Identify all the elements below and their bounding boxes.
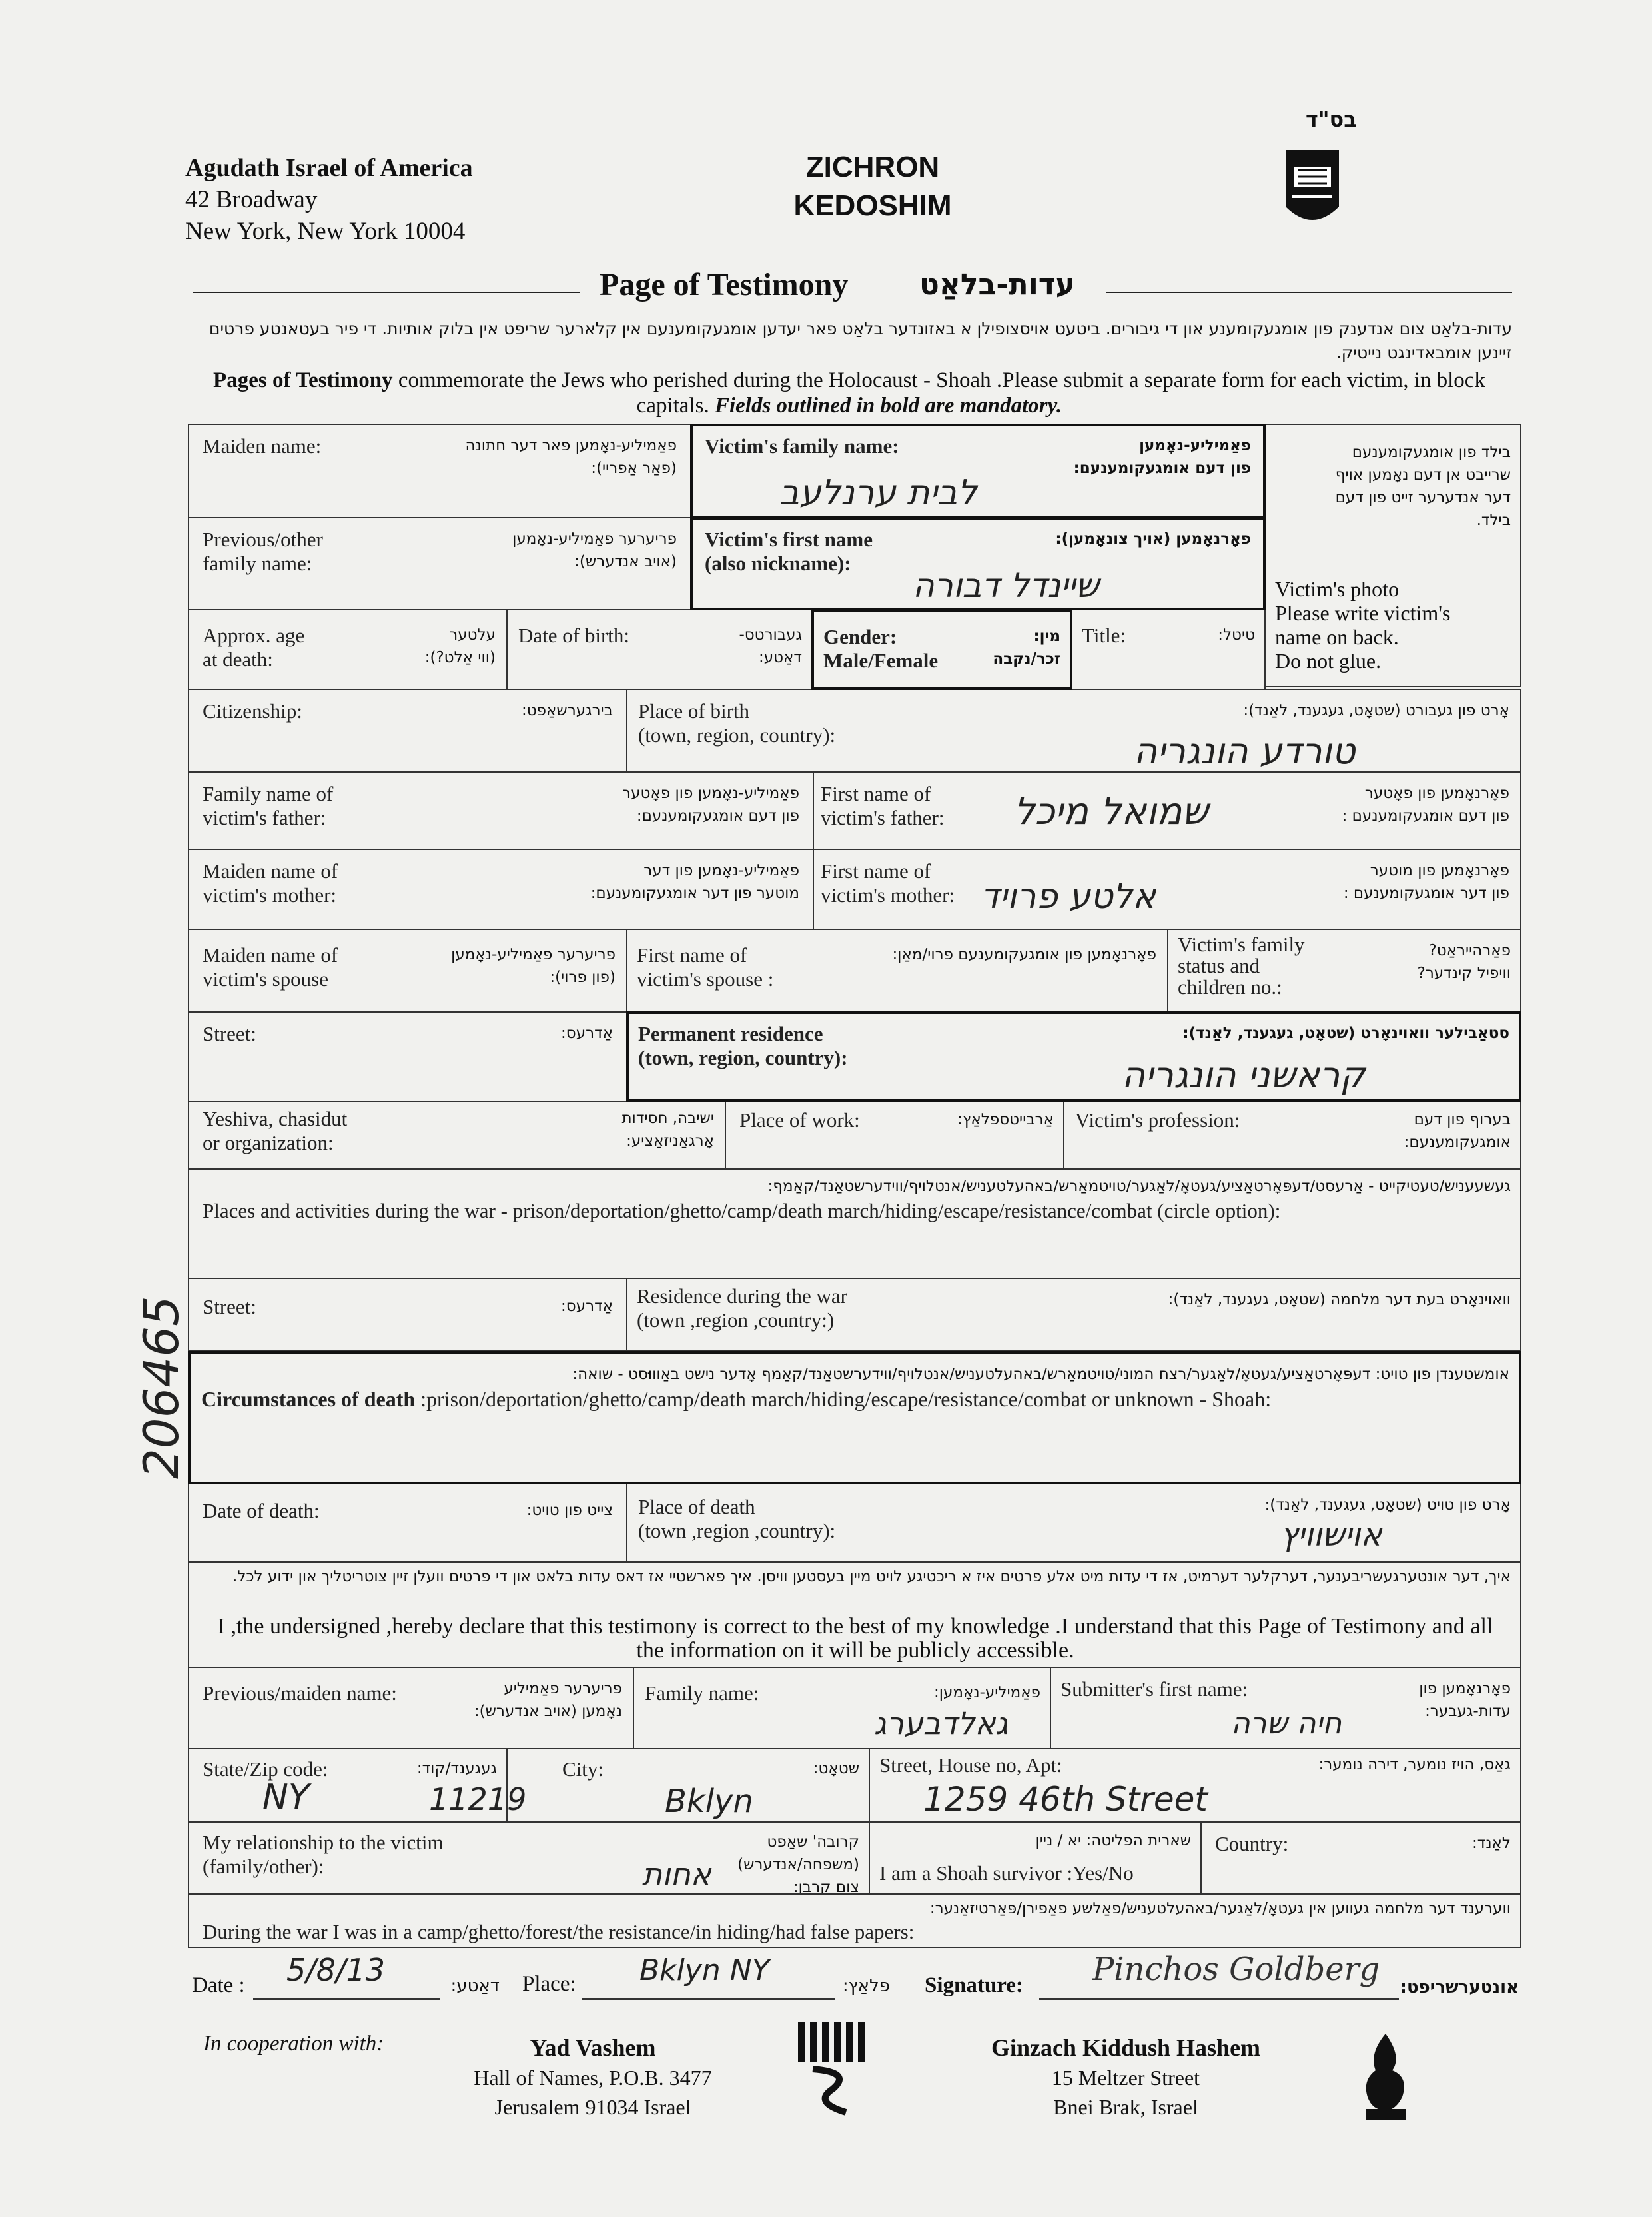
during-war-field[interactable]: [188, 1893, 1521, 1948]
mother-maiden-name-label-he: פאַמיליע-נאָמען פון דער מוטער פון דער אומגעקומענעם:: [590, 862, 799, 902]
title-field[interactable]: [1071, 609, 1266, 690]
street-house-apt-label-he: גאַס, הויז נומער, דירה נומער:: [1318, 1756, 1511, 1773]
submitter-previous-name-label-he: פריערער פאַמיליע נאָמען (אויב אנדערש):: [474, 1680, 622, 1720]
place-of-death-label: Place of death (town ,region ,country):: [638, 1495, 836, 1542]
org-address-line2: New York, New York 10004: [185, 218, 466, 245]
circumstances-label-options: :prison/deportation/ghetto/camp/death march/hiding/escape/resistance/combat or unknown - Shoah:: [415, 1387, 1272, 1411]
permanent-residence-label-he: סטאַבילער וואוינאָרט (שטאָט, געגענד, לאַנד):: [1182, 1025, 1509, 1042]
place-of-death-value: אוישוויץ: [1280, 1516, 1382, 1553]
mother-first-name-label: First name of victim's mother:: [821, 859, 955, 907]
street-house-apt-label: Street, House no, Apt:: [879, 1753, 1062, 1777]
place-line: [582, 1998, 835, 2000]
war-places-label-he: געשעעניש/טעטיקייט - אַרעסט/דעפּאָרטאַציע/געטאָ/לאַגער/טויטמאַרש/באהעלטעניש/אנטלויף/ווידערשטאַנד/קאַמף:: [767, 1178, 1511, 1195]
during-war-label-he: ווערענד דער מלחמה געווען אין געטאָ/לאַגער/באהעלטעניש/פאַלשע פאַפירן/פּאַרטיזאַנער:: [929, 1900, 1511, 1917]
submitter-family-name-label-he: פאַמיליע-נאָמען:: [933, 1684, 1040, 1701]
place-of-birth-label: Place of birth (town, region, country):: [638, 699, 836, 747]
father-first-name-label: First name of victim's father:: [821, 782, 945, 829]
ginzach-name: Ginzach Kiddush Hashem: [991, 2034, 1261, 2061]
mother-first-name-label-he: פאָרנאָמען פון מוטער פון דער אומגעקומענעם :: [1343, 862, 1509, 902]
war-residence-label: Residence during the war (town ,region ,country:): [637, 1284, 847, 1332]
maiden-name-label: Maiden name:: [203, 434, 322, 458]
mother-first-name-value: אלטע פרויד: [981, 877, 1156, 917]
ginzach-address2: Bnei Brak, Israel: [1053, 2095, 1198, 2119]
maiden-name-field[interactable]: [188, 424, 691, 518]
shoah-survivor-label: I am a Shoah survivor :Yes/No: [879, 1861, 1134, 1885]
previous-family-name-field[interactable]: [188, 517, 691, 610]
page-of-testimony-title-he: עדות-בלאַט: [919, 268, 1075, 302]
form-title: [733, 148, 1013, 225]
ginzach-address1: 15 Meltzer Street: [1051, 2066, 1200, 2090]
declaration-text-he: איך, דער אונטערגעשריבענער, דערקלער דערמיט, אז די עדות מיט אלע פרטים איז א ריכטיגע לויט מיין בעסטען וויסן. איך פארשטיי אז דאס עדות בלאט און די פרטים וועלן זיין צוטריטליך און ידוע לכל.: [232, 1568, 1511, 1585]
page-of-testimony-title: Page of Testimony: [600, 267, 849, 302]
ginzach-block: [946, 2033, 1306, 2122]
country-label-he: לאַנד:: [1472, 1835, 1511, 1852]
previous-family-name-label: Previous/other family name:: [203, 528, 323, 575]
circumstances-label-bold: Circumstances of death: [201, 1387, 416, 1411]
age-at-death-field[interactable]: [188, 609, 508, 690]
place-of-birth-label-he: אָרט פון געבורט (שטאָט, געגענד, לאַנד):: [1243, 702, 1509, 719]
place-of-work-label-he: אַרבייטספלאַץ:: [957, 1111, 1054, 1128]
during-war-label: During the war I was in a camp/ghetto/forest/the resistance/in hiding/had false papers:: [203, 1920, 915, 1943]
spouse-maiden-name-label-he: פריערער פאַמיליע-נאָמען (פון פרוי):: [451, 946, 616, 986]
gender-label-he: מין: זכר/נקבה: [993, 628, 1060, 667]
title-rule-right: [1106, 292, 1512, 293]
title-line1: ZICHRON: [805, 151, 940, 183]
family-status-label: Victim's family status and children no.:: [1178, 933, 1305, 999]
submitter-previous-name-field[interactable]: [188, 1667, 634, 1749]
state-zip-field[interactable]: [188, 1748, 527, 1823]
date-of-death-label-he: צייט פון טויט:: [526, 1502, 613, 1519]
organization-block: [185, 152, 473, 248]
street-label-he: אַדרעס:: [561, 1025, 613, 1042]
relationship-value: אחות: [642, 1856, 711, 1892]
victim-first-name-value: שיינדל דבורה: [913, 566, 1100, 605]
signature-label: Signature:: [925, 1973, 1023, 1997]
intro-bold: Pages of Testimony: [213, 368, 393, 392]
state-zip-label-he: געגענד/קוד:: [416, 1760, 497, 1777]
spouse-first-name-label: First name of victim's spouse :: [637, 943, 774, 991]
age-at-death-label: Approx. age at death:: [203, 624, 305, 671]
yad-vashem-name: Yad Vashem: [530, 2034, 656, 2061]
previous-family-name-label-he: פריערער פאַמיליע-נאָמען (אויב אנדערש):: [512, 530, 677, 570]
maiden-name-label-he: פאַמיליע-נאָמען פאר דער חתונה (פאַר אַפריי):: [465, 437, 677, 477]
citizenship-label-he: בירגערשאַפט:: [522, 702, 613, 719]
place-label-he: פלאַץ:: [842, 1976, 890, 1996]
signature-value[interactable]: Pinchos Goldberg: [1092, 1951, 1380, 1988]
signature-line: [1039, 1998, 1399, 2000]
relationship-label-he: קרובה' שאַפט (משפחה/אנדערש) צום קרבן:: [737, 1833, 859, 1896]
victim-photo-instructions-he: בילד פון אומגעקומענעם שרייבט אן דעם נאָמען אויף דער אנדערער זייט פון דעם בילד.: [1335, 444, 1511, 529]
org-name: Agudath Israel of America: [185, 154, 473, 182]
spouse-first-name-field[interactable]: [626, 929, 1168, 1013]
organization-logo-icon: [1279, 143, 1346, 233]
victim-family-name-field[interactable]: [690, 424, 1266, 518]
shoah-survivor-field[interactable]: [869, 1821, 1202, 1895]
date-of-birth-field[interactable]: [506, 609, 813, 690]
city-value: Bklyn: [665, 1783, 753, 1820]
street-house-apt-value: 1259 46th Street: [923, 1780, 1208, 1819]
city-label: City:: [562, 1757, 604, 1781]
father-first-name-label-he: פאָרנאָמען פון פאָטער פון דעם אומגעקומענעם :: [1342, 785, 1509, 825]
intro-hebrew: עדות-בלאַט צום אנדענק פון אומגעקומענע און די גיבורים. ביטעט אויסצופילן א באזונדער בלאַט פאר יעדען אומגעקומענעם אין קלארער שריפט אין בלוק אותיות. די פיר בעטאנטע פרטים זיינען אומבאדינגט נייטיק.: [208, 319, 1512, 362]
spouse-maiden-name-field[interactable]: [188, 929, 627, 1013]
yeshiva-organization-label: Yeshiva, chasidut or organization:: [203, 1107, 348, 1154]
war-places-label: Places and activities during the war - prison/deportation/ghetto/camp/death march/hiding/escape/resistance/combat (circle option):: [203, 1199, 1281, 1222]
circumstances-label-he: אומשטענדן פון טויט: דעפּאָרטאַציע/געטאָ/לאַגער/רצח המוני/טויטמאַרש/באהעלטעניש/אנטלויף/ווידערשטאַנד/קאַמף אָדער נישט באַוווּסט - שואה:: [572, 1366, 1509, 1383]
date-of-birth-label-he: געבורטס- דאַטע:: [739, 626, 802, 666]
war-residence-field[interactable]: [626, 1278, 1521, 1351]
victim-profession-label-he: בערוף פון דעם אומגעקומענעם:: [1404, 1111, 1511, 1151]
relationship-label: My relationship to the victim (family/other):: [203, 1831, 444, 1878]
yad-vashem-address2: Jerusalem 91034 Israel: [494, 2095, 691, 2119]
street-house-apt-field[interactable]: [869, 1748, 1521, 1823]
declaration-text: I ,the undersigned ,hereby declare that this testimony is correct to the best of my knowledge .I understand that this Page of Testimony and all the information on it will be publicly accessible.: [217, 1614, 1493, 1663]
circumstances-label: [201, 1387, 1271, 1411]
yad-vashem-address1: Hall of Names, P.O.B. 3477: [474, 2066, 712, 2090]
family-status-field[interactable]: [1167, 929, 1521, 1013]
father-first-name-value: שמואל מיכל: [1014, 790, 1209, 833]
submitter-first-name-value: חיה שרה: [1231, 1707, 1342, 1741]
spouse-first-name-label-he: פאָרנאָמען פון אומגעקומענעם פרוי/מאַן:: [892, 946, 1156, 963]
country-label: Country:: [1215, 1832, 1289, 1855]
mother-maiden-name-field[interactable]: [188, 849, 814, 930]
gender-field[interactable]: [811, 609, 1072, 690]
war-street-label: Street:: [203, 1295, 256, 1318]
date-value[interactable]: 5/8/13: [286, 1952, 386, 1988]
submitter-family-name-label: Family name:: [645, 1681, 759, 1705]
submitter-family-name-field[interactable]: [633, 1667, 1051, 1749]
date-of-birth-label: Date of birth:: [518, 624, 630, 647]
yeshiva-organization-field[interactable]: [188, 1101, 726, 1170]
city-field[interactable]: [506, 1748, 870, 1823]
place-of-death-field[interactable]: [626, 1483, 1521, 1563]
yad-vashem-logo-icon: [793, 2016, 873, 2116]
war-street-label-he: אַדרעס:: [561, 1298, 613, 1315]
date-of-death-label: Date of death:: [203, 1499, 320, 1522]
permanent-residence-value: קראשני הונגריה: [1122, 1054, 1366, 1096]
father-family-name-field[interactable]: [188, 771, 814, 850]
victim-first-name-label-he: פאָרנאָמען (אויך צונאָמען):: [1055, 530, 1251, 548]
war-street-field[interactable]: [188, 1278, 627, 1351]
relationship-field[interactable]: [188, 1821, 870, 1895]
citizenship-label: Citizenship:: [203, 699, 302, 723]
father-family-name-label: Family name of victim's father:: [203, 782, 334, 829]
victim-photo-box: [1264, 424, 1521, 687]
submitter-family-name-value: גאלדבערג: [874, 1705, 1009, 1741]
place-value[interactable]: Bklyn NY: [639, 1953, 770, 1987]
submitter-first-name-label: Submitter's first name:: [1060, 1677, 1248, 1701]
title-line2: KEDOSHIM: [793, 189, 952, 222]
intro-english: [187, 368, 1512, 418]
victim-photo-instructions: Victim's photo Please write victim's name on back. Do not glue.: [1275, 577, 1451, 673]
victim-first-name-label: Victim's first name (also nickname):: [705, 528, 873, 575]
mother-maiden-name-label: Maiden name of victim's mother:: [203, 859, 338, 907]
war-places-activities-field[interactable]: [188, 1168, 1521, 1279]
org-address-line1: 42 Broadway: [185, 186, 318, 213]
father-first-name-field[interactable]: [813, 771, 1521, 850]
shoah-survivor-label-he: שארית הפליטה: יא / ניין: [1035, 1832, 1191, 1849]
title-label-he: טיטל:: [1218, 626, 1255, 644]
submitter-previous-name-label: Previous/maiden name:: [203, 1681, 397, 1705]
submitter-first-name-field[interactable]: [1050, 1667, 1521, 1749]
war-residence-label-he: וואוינאָרט בעת דער מלחמה (שטאָט, געגענד, לאַנד):: [1168, 1291, 1511, 1308]
submitter-first-name-label-he: פאָרנאָמען פון עדות-געבער:: [1419, 1680, 1511, 1720]
spouse-maiden-name-label: Maiden name of victim's spouse: [203, 943, 338, 991]
father-family-name-label-he: פאַמיליע-נאָמען פון פאָטער פון דעם אומגעקומענעם:: [622, 785, 799, 825]
date-label: Date :: [192, 1973, 245, 1997]
country-field[interactable]: [1200, 1821, 1521, 1895]
city-label-he: שטאָט:: [813, 1760, 859, 1777]
victim-family-name-label: Victim's family name:: [705, 434, 899, 458]
citizenship-field[interactable]: [188, 689, 627, 773]
bsd-mark: בס"ד: [1306, 107, 1357, 132]
intro-text: commemorate the Jews who perished during the Holocaust - Shoah .Please submit a separate form for each victim, in block capitals.: [392, 368, 1485, 418]
victim-family-name-label-he: פאַמיליע-נאָמען פון דעם אומגעקומענעם:: [1073, 437, 1251, 477]
date-label-he: דאַטע:: [450, 1976, 500, 1996]
circumstances-of-death-field[interactable]: [188, 1351, 1521, 1484]
flame-logo-icon: [1356, 2030, 1416, 2124]
date-line: [253, 1998, 440, 2000]
archive-number: 206465: [133, 1296, 189, 1479]
title-rule-left: [193, 292, 580, 293]
gender-label: Gender: Male/Female: [823, 625, 939, 672]
state-zip-label: State/Zip code:: [203, 1757, 328, 1781]
street-label: Street:: [203, 1022, 256, 1045]
title-label: Title:: [1082, 624, 1126, 647]
victim-family-name-value: לבית ערנלעב: [779, 473, 977, 513]
date-of-death-field[interactable]: [188, 1483, 627, 1563]
state-value: NY: [262, 1777, 310, 1817]
cooperation-label: In cooperation with:: [203, 2032, 384, 2056]
age-at-death-label-he: עלטער (ווי אַלט?):: [424, 626, 496, 666]
yeshiva-organization-label-he: ישיבה, חסידות אָרגאַניזאַציע:: [621, 1110, 714, 1150]
yad-vashem-block: [426, 2033, 759, 2122]
victim-profession-label: Victim's profession:: [1075, 1108, 1240, 1132]
zip-value: 11219: [429, 1781, 527, 1817]
declaration-box: [188, 1561, 1521, 1668]
victim-profession-field[interactable]: [1063, 1101, 1521, 1170]
place-of-birth-value: טורדע הונגריה: [1134, 730, 1356, 772]
place-of-work-field[interactable]: [725, 1101, 1064, 1170]
place-of-work-label: Place of work:: [739, 1108, 860, 1132]
permanent-residence-field[interactable]: [626, 1011, 1521, 1102]
family-status-label-he: פאַרהייראַט? וויפיל קינדער?: [1417, 942, 1511, 982]
place-of-death-label-he: אָרט פון טויט (שטאָט, געגענד, לאַנד):: [1264, 1496, 1511, 1514]
victim-first-name-field[interactable]: [690, 517, 1266, 610]
intro-mandatory: Fields outlined in bold are mandatory.: [714, 394, 1062, 418]
place-label: Place:: [522, 1972, 576, 1996]
signature-label-he: אונטערשריפט:: [1400, 1977, 1519, 1997]
mother-first-name-field[interactable]: [813, 849, 1521, 930]
place-of-birth-field[interactable]: [626, 689, 1521, 773]
street-field[interactable]: [188, 1011, 627, 1102]
permanent-residence-label: Permanent residence (town, region, country):: [638, 1022, 848, 1069]
